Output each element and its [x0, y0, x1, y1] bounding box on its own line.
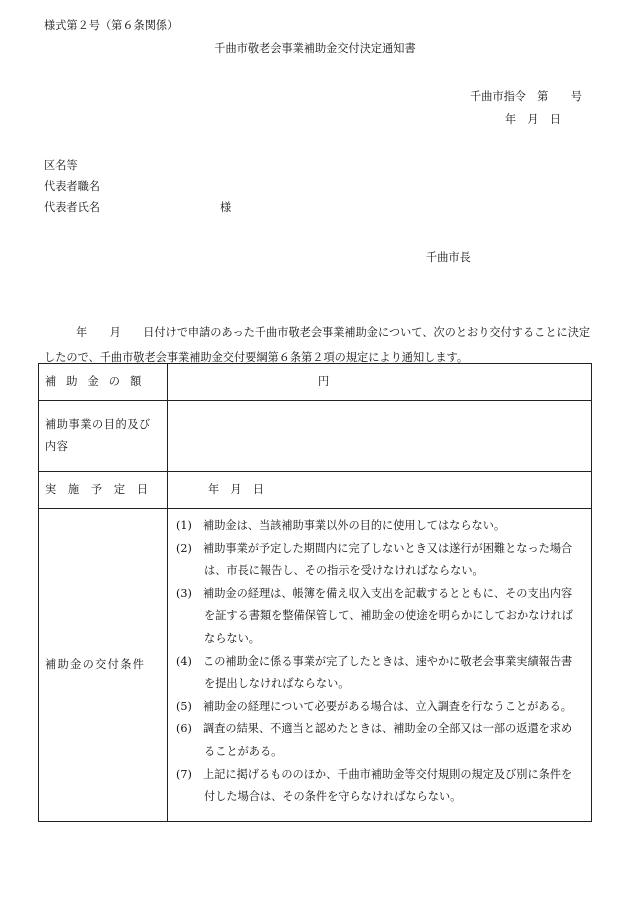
amount-label-cell [39, 364, 168, 401]
condition-number: (5) [176, 699, 192, 713]
table-row [39, 401, 592, 472]
condition-text: 補助金は、当該補助事業以外の目的に使用してはならない。 [203, 519, 506, 532]
schedule-label-cell [39, 472, 168, 509]
table-row [39, 364, 592, 401]
amount-unit: 円 [318, 375, 330, 389]
schedule-value: 年 月 日 [208, 483, 264, 497]
purpose-value-cell [168, 401, 592, 472]
condition-number: (7) [176, 767, 192, 781]
rep-name-row [44, 201, 232, 215]
condition-number: (4) [176, 654, 192, 668]
condition-item [176, 696, 583, 719]
condition-number: (1) [176, 519, 192, 532]
condition-text: 調査の結果、不適当と認めたときは、補助金の全部又は一部の返還を求めることがある。 [203, 722, 573, 758]
condition-text: 補助金の経理は、帳簿を備え収入支出を記載するとともに、その支出内容を証する書類を整備保管して、補助金の使途を明らかにしておかなければならない。 [203, 586, 573, 645]
conditions-value-cell [168, 509, 592, 822]
condition-item [176, 718, 583, 763]
condition-item [176, 538, 583, 583]
conditions-list [168, 509, 591, 821]
condition-text: 上記に掲げるもののほか、千曲市補助金等交付規則の規定及び別に条件を付した場合は、その条件を守らなければならない。 [203, 767, 573, 804]
district-label: 区名等 [44, 159, 78, 172]
notice-body: 年 月 日付けで申請のあった千曲市敬老会事業補助金について、次のとおり交付することに決定したので、千曲市敬老会事業補助金交付要綱第６条第２項の規定により通知します。 [44, 326, 591, 364]
condition-text: この補助金に係る事業が完了したときは、速やかに敬老会事業実績報告書を提出しなければならない。 [203, 654, 573, 691]
condition-item [176, 764, 583, 809]
purpose-label-cell [39, 401, 168, 472]
addressee-block [44, 159, 232, 224]
condition-number: (6) [176, 722, 192, 736]
schedule-value-cell [168, 472, 592, 509]
amount-label: 補助金の額 [45, 375, 152, 389]
condition-text: 補助金の経理について必要がある場合は、立入調査を行なうことがある。 [203, 699, 572, 713]
issue-date: 年 月 日 [505, 113, 561, 126]
honorific: 様 [220, 201, 232, 215]
amount-value-cell [168, 364, 592, 401]
rep-name-label: 代表者氏名 [44, 201, 100, 215]
condition-text: 補助事業が予定した期間内に完了しないとき又は遂行が困難となった場合は、市長に報告し、その指示を受けなければならない。 [203, 541, 573, 578]
table-row [39, 472, 592, 509]
schedule-label: 実施予定日 [45, 483, 160, 497]
conditions-label: 補助金の交付条件 [45, 658, 146, 672]
purpose-label: 補助事業の目的及び内容 [45, 418, 151, 453]
condition-number: (2) [176, 541, 192, 555]
rep-title-label: 代表者職名 [44, 180, 100, 194]
form-number-label: 様式第２号（第６条関係） [44, 19, 179, 32]
condition-item [176, 515, 583, 538]
reference-number: 千曲市指令 第 号 [470, 90, 582, 103]
condition-item [176, 583, 583, 651]
conditions-label-cell [39, 509, 168, 822]
document-title: 千曲市敬老会事業補助金交付決定通知書 [214, 42, 416, 55]
condition-number: (3) [176, 586, 192, 600]
sender-mayor: 千曲市長 [426, 251, 471, 264]
table-row [39, 509, 592, 822]
subsidy-table [38, 363, 592, 822]
condition-item [176, 651, 583, 696]
